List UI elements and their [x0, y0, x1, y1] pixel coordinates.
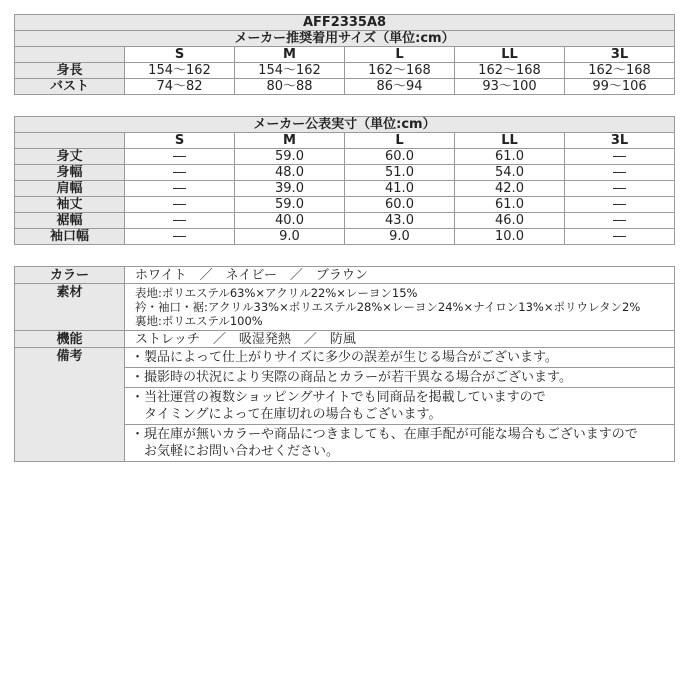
material-row [15, 284, 675, 331]
table-cell: 59.0 [235, 197, 345, 213]
note-line: お気軽にお問い合わせください。 [131, 444, 340, 459]
product-code-row [15, 15, 675, 31]
table-row [15, 63, 675, 79]
material-line: 表地:ポリエステル63%×アクリル22%×レーヨン15% [135, 286, 418, 300]
color-row [15, 267, 675, 284]
table-cell: 40.0 [235, 213, 345, 229]
table-cell: 86〜94 [345, 79, 455, 95]
table-row [15, 213, 675, 229]
row-label: 身長 [15, 63, 125, 79]
size-header: S [125, 133, 235, 149]
size-header: 3L [565, 47, 675, 63]
size-header: M [235, 133, 345, 149]
product-code: AFF2335A8 [15, 15, 675, 31]
size-header: LL [455, 133, 565, 149]
table-cell: 51.0 [345, 165, 455, 181]
table-row [15, 165, 675, 181]
table-cell: 162〜168 [345, 63, 455, 79]
table-cell: 154〜162 [235, 63, 345, 79]
table-cell: ― [125, 229, 235, 245]
function-row [15, 331, 675, 348]
table-cell: 42.0 [455, 181, 565, 197]
function-label: 機能 [15, 331, 125, 348]
table-cell: 9.0 [235, 229, 345, 245]
table-row [15, 229, 675, 245]
table-cell: 162〜168 [455, 63, 565, 79]
size-header-row [15, 47, 675, 63]
recommended-title-row [15, 31, 675, 47]
note-line: タイミングによって在庫切れの場合もございます。 [131, 407, 442, 422]
table-cell: 60.0 [345, 197, 455, 213]
measurement-title: メーカー公表実寸（単位:cm） [15, 117, 675, 133]
material-line: 衿・袖口・裾:アクリル33%×ポリエステル28%×レーヨン24%×ナイロン13%×ポリウレタン2% [135, 300, 641, 314]
row-label: 肩幅 [15, 181, 125, 197]
note-line: ・当社運営の複数ショッピングサイトでも同商品を掲載していますので [131, 390, 546, 405]
table-cell: ― [125, 213, 235, 229]
table-cell: ― [125, 181, 235, 197]
measurement-title-row [15, 117, 675, 133]
size-header: 3L [565, 133, 675, 149]
table-cell: ― [565, 165, 675, 181]
size-header: L [345, 47, 455, 63]
table-cell: ― [565, 229, 675, 245]
material-value [125, 284, 675, 331]
recommended-title: メーカー推奨着用サイズ（単位:cm） [15, 31, 675, 47]
size-header: M [235, 47, 345, 63]
table-cell: ― [125, 149, 235, 165]
table-cell: 61.0 [455, 149, 565, 165]
row-label: 袖口幅 [15, 229, 125, 245]
color-label: カラー [15, 267, 125, 284]
note-item [125, 388, 675, 425]
note-item [125, 425, 675, 462]
table-cell: 59.0 [235, 149, 345, 165]
table-cell: 162〜168 [565, 63, 675, 79]
table-cell: ― [565, 149, 675, 165]
corner-cell [15, 133, 125, 149]
row-label: 裾幅 [15, 213, 125, 229]
table-row [15, 197, 675, 213]
notes-row [15, 348, 675, 368]
table-cell: 9.0 [345, 229, 455, 245]
color-value: ホワイト ／ ネイビー ／ ブラウン [125, 267, 675, 284]
function-value: ストレッチ ／ 吸湿発熱 ／ 防風 [125, 331, 675, 348]
table-row [15, 79, 675, 95]
notes-label: 備考 [15, 348, 125, 462]
table-cell: 10.0 [455, 229, 565, 245]
table-cell: ― [125, 197, 235, 213]
size-header: LL [455, 47, 565, 63]
table-cell: 41.0 [345, 181, 455, 197]
material-label: 素材 [15, 284, 125, 331]
note-line: ・現在庫が無いカラーや商品につきましても、在庫手配が可能な場合もございますので [131, 427, 638, 442]
row-label: 身幅 [15, 165, 125, 181]
table-cell: ― [565, 181, 675, 197]
table-row [15, 181, 675, 197]
table-cell: ― [565, 197, 675, 213]
table-cell: 39.0 [235, 181, 345, 197]
size-header-row [15, 133, 675, 149]
table-cell: 61.0 [455, 197, 565, 213]
table-cell: 93〜100 [455, 79, 565, 95]
table-cell: ― [565, 213, 675, 229]
table-cell: 48.0 [235, 165, 345, 181]
table-cell: 99〜106 [565, 79, 675, 95]
details-table [14, 266, 675, 462]
size-header: L [345, 133, 455, 149]
table-cell: 43.0 [345, 213, 455, 229]
table-row [15, 149, 675, 165]
measurement-table [14, 116, 675, 245]
note-item: ・製品によって仕上がりサイズに多少の誤差が生じる場合がございます。 [125, 348, 675, 368]
material-line: 裏地:ポリエステル100% [135, 314, 263, 328]
table-cell: 74〜82 [125, 79, 235, 95]
note-item: ・撮影時の状況により実際の商品とカラーが若干異なる場合がございます。 [125, 368, 675, 388]
table-cell: 46.0 [455, 213, 565, 229]
table-cell: 154〜162 [125, 63, 235, 79]
table-cell: ― [125, 165, 235, 181]
recommended-size-table [14, 14, 675, 95]
row-label: バスト [15, 79, 125, 95]
corner-cell [15, 47, 125, 63]
table-cell: 54.0 [455, 165, 565, 181]
table-cell: 80〜88 [235, 79, 345, 95]
row-label: 身丈 [15, 149, 125, 165]
size-header: S [125, 47, 235, 63]
table-cell: 60.0 [345, 149, 455, 165]
row-label: 袖丈 [15, 197, 125, 213]
